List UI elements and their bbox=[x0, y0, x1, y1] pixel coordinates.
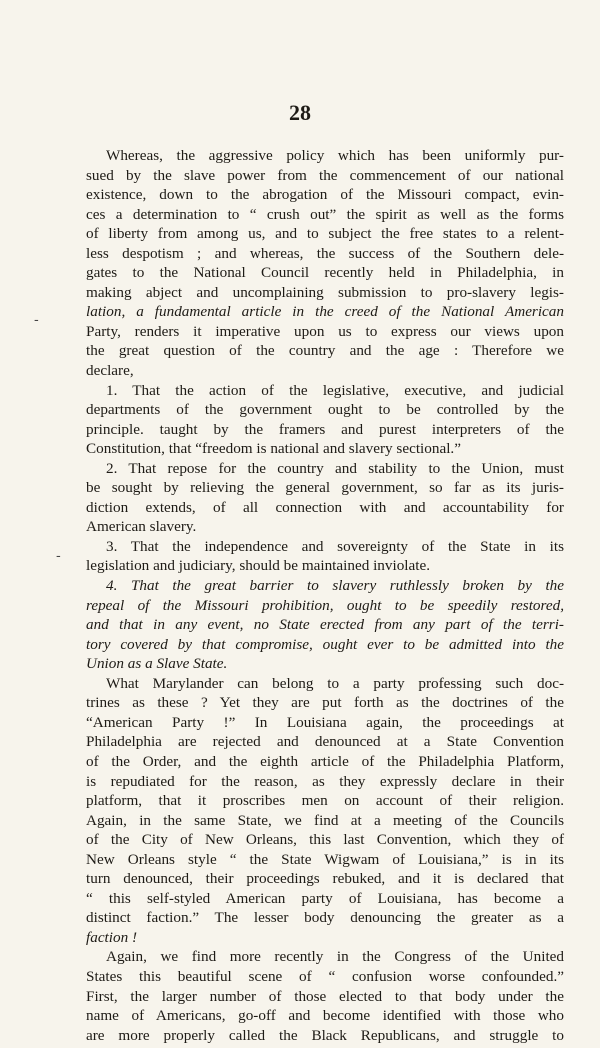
text-line: 4. That the great barrier to slavery ruthlessly broken by the bbox=[106, 577, 564, 595]
text-line: the great question of the country and the age : Therefore we bbox=[86, 342, 564, 360]
text-line: principle. taught by the framers and purest interpreters of the bbox=[86, 420, 564, 438]
text-line: ces a determination to “ crush out” the spirit as well as the forms bbox=[86, 205, 564, 223]
text-line: of the Order, and the eighth article of the Philadelphia Platform, bbox=[86, 752, 564, 770]
text-line: States this beautiful scene of “ confusion worse confounded.” bbox=[86, 967, 564, 985]
text-line: Again, we find more recently in the Congress of the United bbox=[106, 948, 564, 966]
text-line: platform, that it proscribes men on account of their religion. bbox=[86, 792, 564, 810]
text-line: making abject and uncomplaining submission to pro-slavery legis- bbox=[86, 283, 564, 301]
paragraph-resolution-2 bbox=[86, 459, 564, 537]
text-line: legislation and judiciary, should be maintained inviolate. bbox=[86, 557, 431, 575]
text-line: lation, a fundamental article in the creed of the National American bbox=[86, 303, 564, 321]
text-line: trines as these ? Yet they are put forth as the doctrines of the bbox=[86, 694, 564, 712]
text-line: departments of the government ought to be controlled by the bbox=[86, 401, 564, 419]
text-line: gates to the National Council recently held in Philadelphia, in bbox=[86, 264, 564, 282]
text-line: 1. That the action of the legislative, executive, and judicial bbox=[106, 381, 564, 399]
text-line: Union as a Slave State. bbox=[86, 655, 228, 673]
text-line: 2. That repose for the country and stability to the Union, must bbox=[106, 459, 564, 477]
body-text bbox=[86, 146, 564, 1045]
page-number: 28 bbox=[289, 100, 311, 125]
text-line: New Orleans style “ the State Wigwam of Louisiana,” is in its bbox=[86, 850, 564, 868]
text-line: “ this self-styled American party of Louisiana, has become a bbox=[86, 889, 564, 907]
text-line: of the City of New Orleans, this last Convention, which they of bbox=[86, 831, 564, 849]
text-line: diction extends, of all connection with and accountability for bbox=[86, 498, 564, 516]
text-line: First, the larger number of those elected to that body under the bbox=[86, 987, 564, 1005]
text-line: of liberty from among us, and to subject the free states to a relent- bbox=[86, 225, 564, 243]
text-line: Philadelphia are rejected and denounced at a State Convention bbox=[86, 733, 564, 751]
text-line: turn denounced, their proceedings rebuked, and it is declared that bbox=[86, 870, 564, 888]
margin-mark: - bbox=[56, 548, 61, 564]
text-line: What Marylander can belong to a party professing such doc- bbox=[106, 674, 564, 692]
paragraph-congress bbox=[86, 947, 564, 1045]
text-line: American slavery. bbox=[86, 518, 197, 536]
text-line: Constitution, that “freedom is national and slavery sectional.” bbox=[86, 440, 461, 458]
text-line: repeal of the Missouri prohibition, ought to be speedily restored, bbox=[86, 596, 564, 614]
text-line: “American Party !” In Louisiana again, the proceedings at bbox=[86, 713, 564, 731]
text-line: tory covered by that compromise, ought ever to be admitted into the bbox=[86, 635, 564, 653]
text-line: be sought by relieving the general government, so far as its juris- bbox=[86, 479, 564, 497]
text-line: are more properly called the Black Republicans, and struggle to bbox=[86, 1026, 564, 1044]
text-line: 3. That the independence and sovereignty of the State in its bbox=[106, 537, 564, 555]
margin-mark: - bbox=[34, 312, 39, 328]
paragraph-preamble bbox=[86, 146, 564, 381]
text-line: Again, in the same State, we find at a meeting of the Councils bbox=[86, 811, 564, 829]
text-line: faction ! bbox=[86, 928, 138, 946]
text-line: and that in any event, no State erected from any part of the terri- bbox=[86, 616, 564, 634]
text-line: Party, renders it imperative upon us to express our views upon bbox=[86, 322, 564, 340]
text-line: name of Americans, go-off and become identified with those who bbox=[86, 1007, 564, 1025]
paragraph-resolution-3 bbox=[86, 537, 564, 576]
text-line: Whereas, the aggressive policy which has been uniformly pur- bbox=[106, 147, 564, 164]
text-line: less despotism ; and whereas, the success of the Southern dele- bbox=[86, 244, 564, 262]
paragraph-marylander bbox=[86, 674, 564, 948]
paragraph-resolution-4 bbox=[86, 576, 564, 674]
text-line: declare, bbox=[86, 362, 134, 380]
text-line: existence, down to the abrogation of the Missouri compact, evin- bbox=[86, 186, 564, 204]
paragraph-resolution-1 bbox=[86, 381, 564, 459]
text-line: is repudiated for the reason, as they expressly declare in their bbox=[86, 772, 564, 790]
text-line: sued by the slave power from the commencement of our national bbox=[86, 166, 564, 184]
text-line: distinct faction.” The lesser body denouncing the greater as a bbox=[86, 909, 564, 927]
